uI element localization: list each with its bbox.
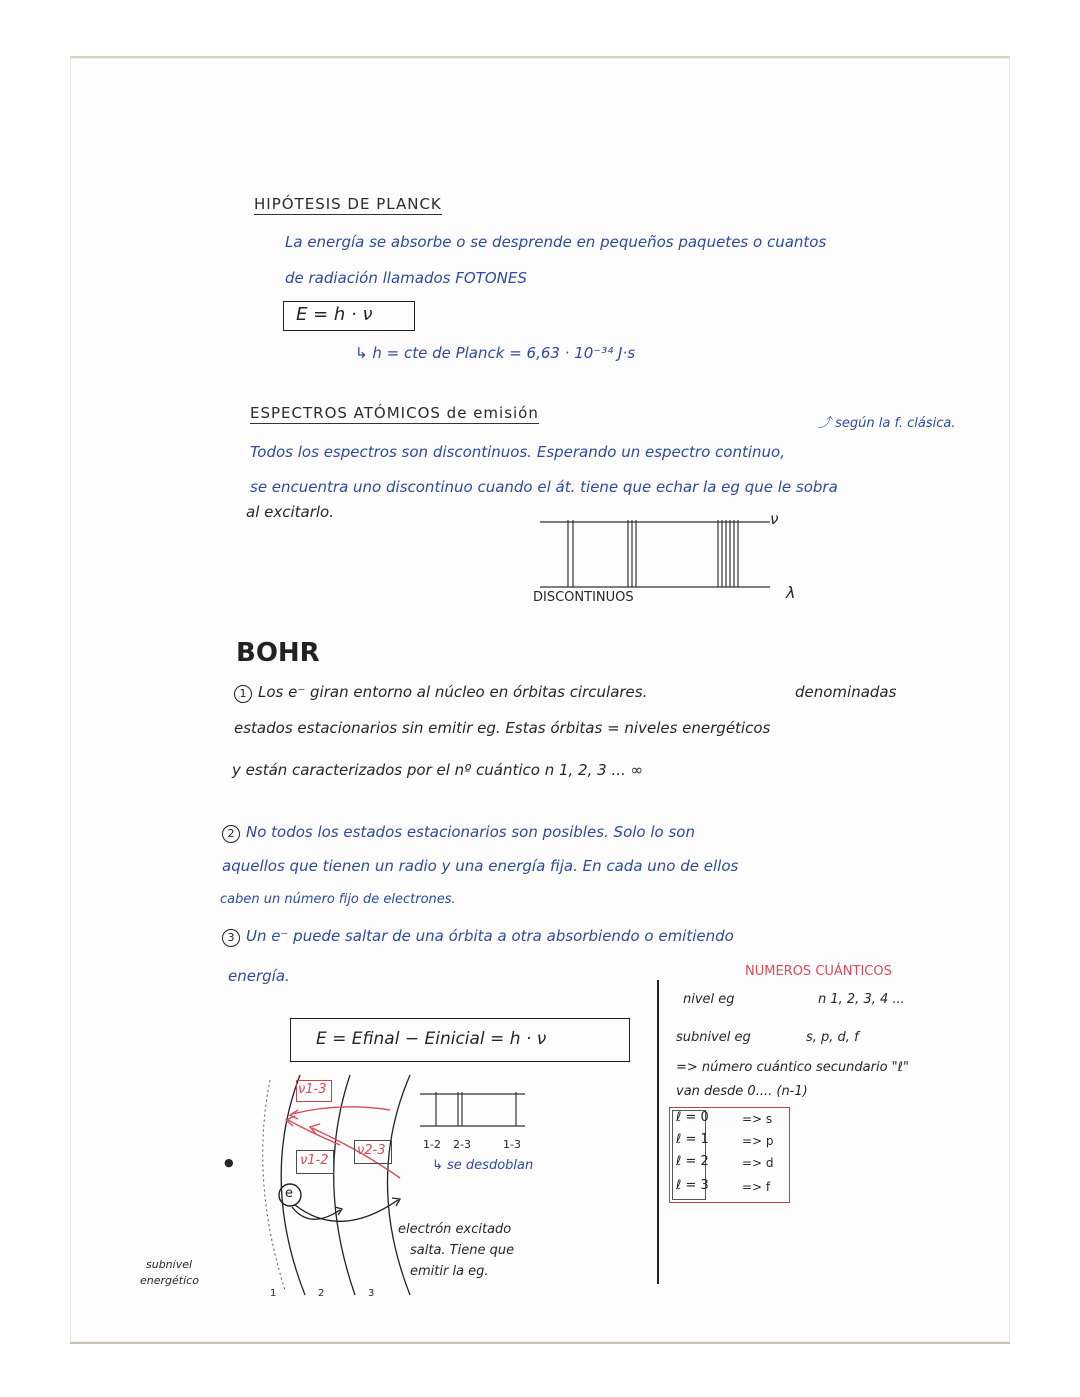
- planck-title: HIPÓTESIS DE PLANCK: [254, 195, 442, 213]
- spectra-side-note: ⤴ según la f. clásica.: [818, 416, 956, 431]
- transition-formula: E = Efinal − Einicial = h · ν: [316, 1029, 547, 1049]
- quantum-table-s2: => d: [742, 1156, 774, 1170]
- quantum-row-1-label: nivel eg: [683, 992, 735, 1007]
- planck-constant: ↳ h = cte de Planck = 6,63 · 10⁻³⁴ J·s: [355, 344, 636, 362]
- bohr-p1-line-2: estados estacionarios sin emitir eg. Estas órbitas = niveles energéticos: [234, 719, 771, 737]
- margin-note-2: energético: [140, 1274, 199, 1287]
- planck-line-1: La energía se absorbe o se desprende en pequeños paquetes o cuantos: [285, 233, 827, 251]
- spectra-line-3: al excitarlo.: [246, 503, 335, 521]
- quantum-row-2-label: subnivel eg: [676, 1030, 751, 1045]
- spectra-lambda-label: λ: [786, 583, 796, 602]
- bohr-p1-number: 1: [234, 685, 252, 703]
- bohr-p1-side: denominadas: [795, 683, 897, 701]
- emission-spectrum-diagram: [540, 515, 780, 595]
- quantum-title: NUMEROS CUÁNTICOS: [745, 964, 892, 979]
- planck-formula: E = h · ν: [296, 304, 373, 325]
- bohr-p3-line-1: 3 Un e⁻ puede saltar de una órbita a otra absorbiendo o emitiendo: [222, 927, 734, 947]
- diagram-note-2: salta. Tiene que: [410, 1243, 515, 1258]
- spec-12-label: 1-2: [423, 1138, 441, 1151]
- column-divider: [657, 980, 659, 1284]
- spectra-title: ESPECTROS ATÓMICOS de emisión: [250, 404, 539, 422]
- bohr-title: BOHR: [236, 638, 320, 668]
- quantum-table-l2: ℓ = 2: [676, 1154, 709, 1169]
- quantum-table-s0: => s: [742, 1112, 773, 1126]
- nu12-label: ν1-2: [300, 1153, 329, 1168]
- spectra-line-1: Todos los espectros son discontinuos. Esperando un espectro continuo,: [250, 443, 785, 461]
- quantum-table: [669, 1107, 790, 1203]
- quantum-table-l3: ℓ = 3: [676, 1178, 709, 1193]
- quantum-row-1-value: n 1, 2, 3, 4 ...: [818, 992, 905, 1007]
- nucleus-label: e: [285, 1186, 293, 1201]
- quantum-table-l0: ℓ = 0: [676, 1110, 709, 1125]
- transition-spectrum: [420, 1090, 530, 1130]
- orbit-3-label: 3: [368, 1288, 375, 1299]
- bohr-p2-line-2: aquellos que tienen un radio y una energía fija. En cada uno de ellos: [222, 857, 739, 875]
- bohr-p2-line-3: caben un número fijo de electrones.: [220, 892, 456, 907]
- spectra-line-2: se encuentra uno discontinuo cuando el át. tiene que echar la eg que le sobra: [250, 478, 838, 496]
- quantum-row-2-value: s, p, d, f: [806, 1030, 859, 1045]
- bohr-p3-number: 3: [222, 929, 240, 947]
- spec-13-label: 1-3: [503, 1138, 521, 1151]
- nu23-label: ν2-3: [357, 1143, 386, 1158]
- margin-dot: ●: [224, 1156, 234, 1169]
- spectra-nu-label: ν: [770, 510, 779, 528]
- planck-line-2: de radiación llamados FOTONES: [285, 269, 527, 287]
- orbit-2-label: 2: [318, 1288, 325, 1299]
- quantum-table-l1: ℓ = 1: [676, 1132, 709, 1147]
- quantum-table-s1: => p: [742, 1134, 774, 1148]
- margin-note-1: subnivel: [146, 1258, 193, 1271]
- diagram-note-3: emitir la eg.: [410, 1264, 489, 1279]
- spec-note: ↳ se desdoblan: [432, 1158, 534, 1173]
- bohr-p3-line-2: energía.: [228, 967, 290, 985]
- bohr-p1-line-3: y están caracterizados por el nº cuántico n 1, 2, 3 ... ∞: [232, 761, 644, 779]
- quantum-row-4: van desde 0.... (n-1): [676, 1084, 808, 1099]
- nu13-label: ν1-3: [298, 1082, 327, 1097]
- spectra-caption: DISCONTINUOS: [533, 590, 634, 605]
- quantum-row-3: => número cuántico secundario "ℓ": [676, 1060, 910, 1075]
- orbit-1-label: 1: [270, 1288, 277, 1299]
- bohr-p1-line-1: 1 Los e⁻ giran entorno al núcleo en órbitas circulares.: [234, 683, 647, 703]
- bohr-p2-line-1: 2 No todos los estados estacionarios son posibles. Solo lo son: [222, 823, 695, 843]
- spec-23-label: 2-3: [453, 1138, 471, 1151]
- quantum-table-s3: => f: [742, 1180, 771, 1194]
- diagram-note-1: electrón excitado: [398, 1222, 512, 1237]
- bohr-p2-number: 2: [222, 825, 240, 843]
